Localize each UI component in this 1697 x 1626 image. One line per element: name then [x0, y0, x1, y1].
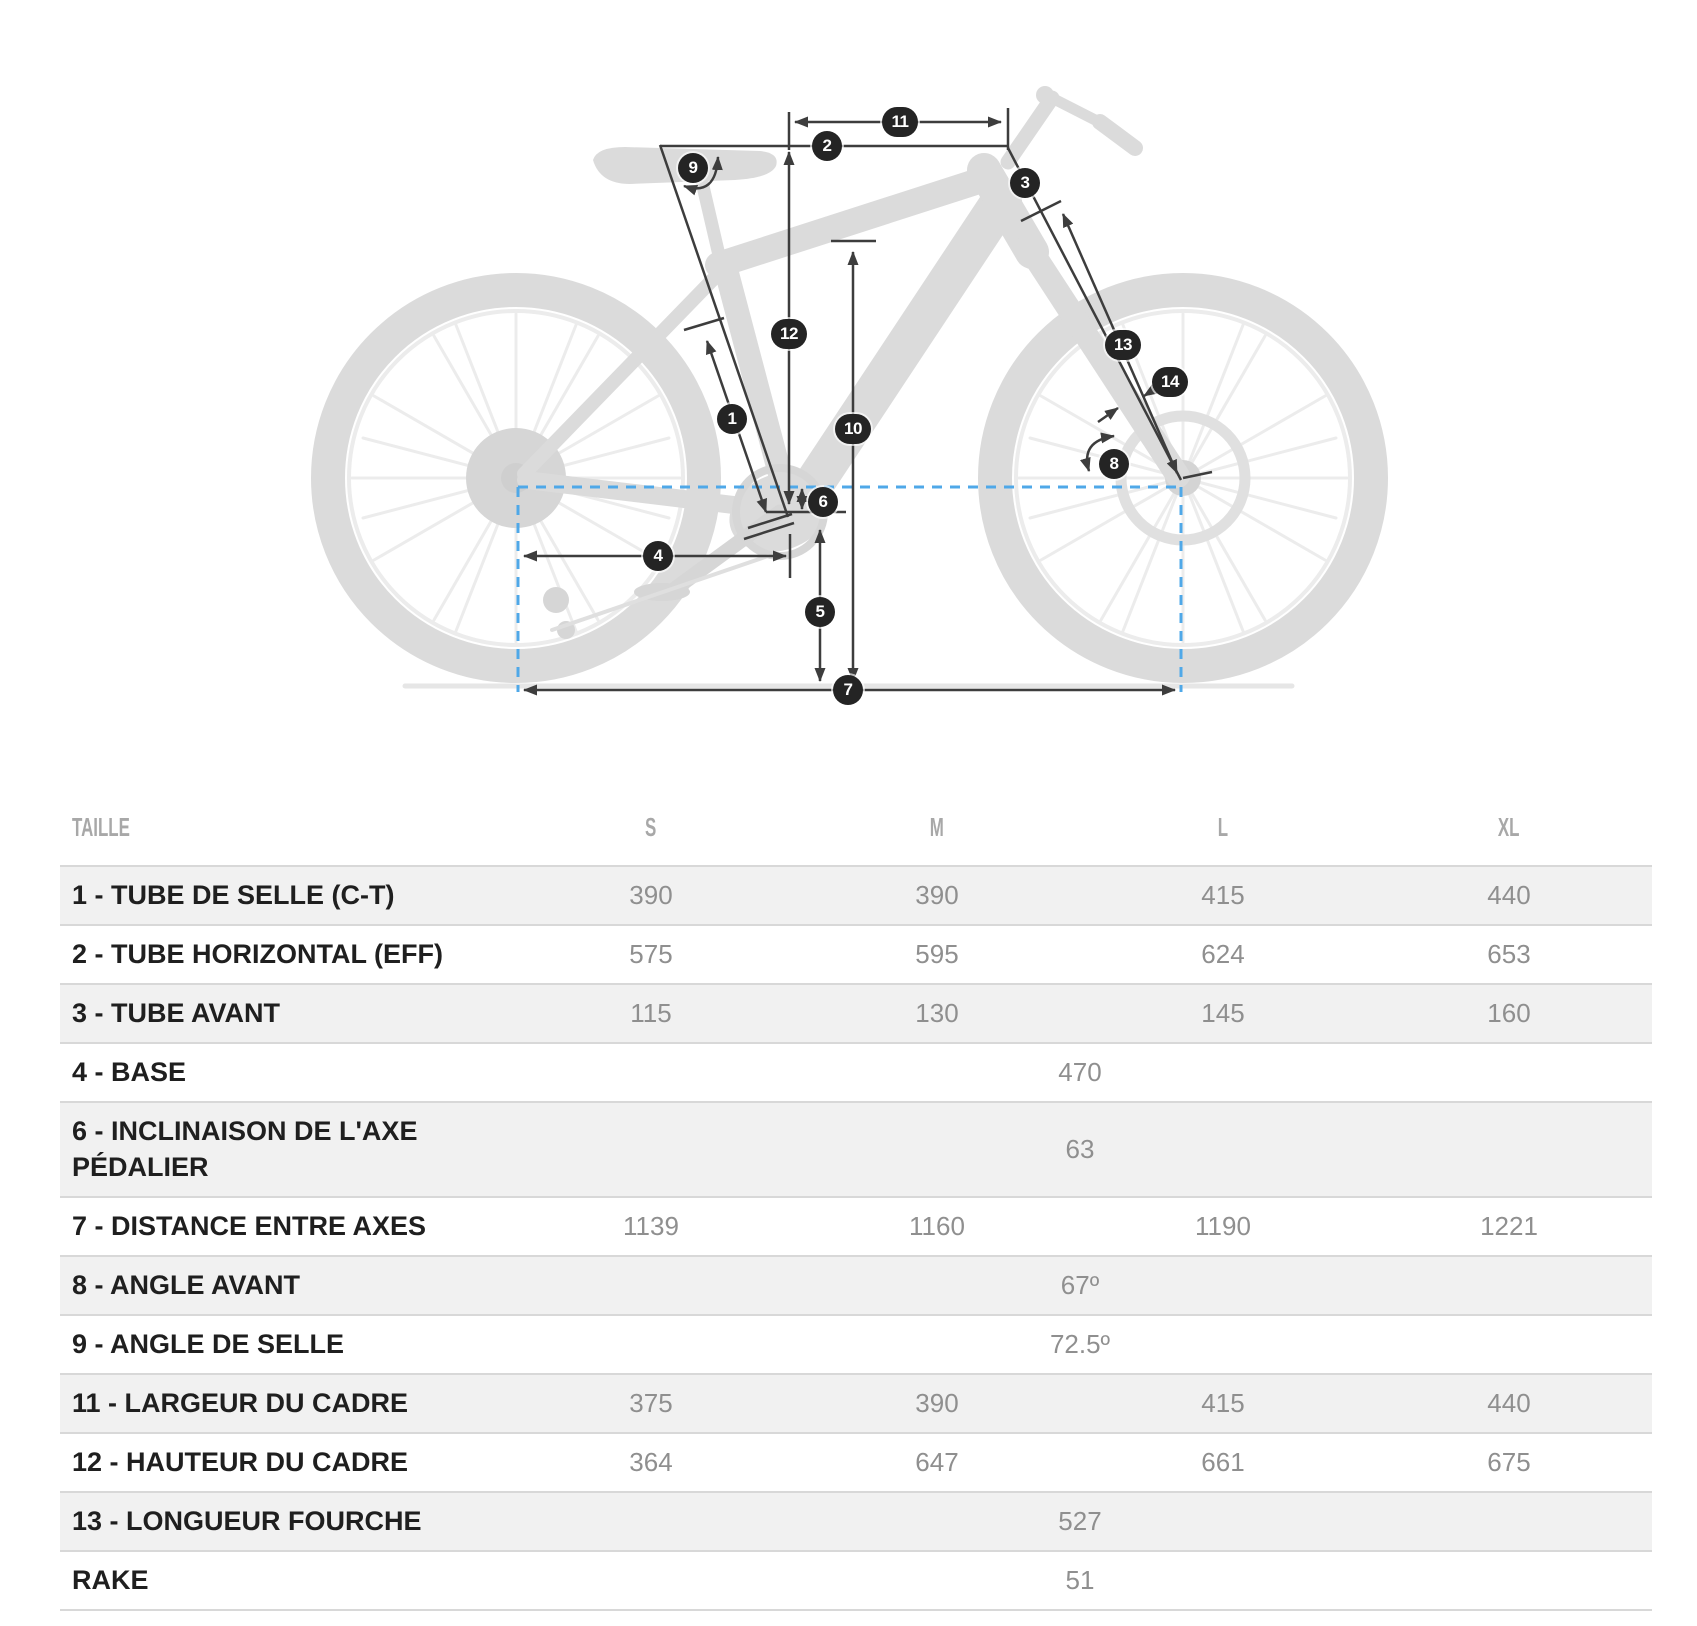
table-row: [60, 1101, 1652, 1196]
row-value: 115: [630, 998, 672, 1028]
measure-badge-8: 8: [1099, 449, 1129, 479]
row-label: 9 - ANGLE DE SELLE: [72, 1328, 345, 1359]
measure-badge-13: 13: [1105, 330, 1141, 360]
down-tube: [798, 200, 1002, 508]
row-label: 6 - INCLINAISON DE L'AXE PÉDALIER: [72, 1116, 418, 1182]
row-value: 440: [1487, 880, 1531, 910]
row-value-span: 470: [1058, 1057, 1102, 1087]
row-label: 13 - LONGUEUR FOURCHE: [72, 1505, 422, 1536]
axle-reference-dashes: [518, 487, 1181, 692]
row-value: 1139: [623, 1211, 679, 1241]
row-value: 595: [915, 939, 959, 969]
row-label: 11 - LARGEUR DU CADRE: [72, 1387, 409, 1418]
geometry-diagram: [0, 0, 1697, 745]
row-label: 2 - TUBE HORIZONTAL (EFF): [72, 938, 443, 969]
table-row: [60, 1314, 1652, 1373]
table-header: [60, 790, 1652, 865]
row-label: 8 - ANGLE AVANT: [72, 1269, 300, 1300]
measure-badge-4: 4: [643, 541, 673, 571]
row-value: 390: [915, 880, 959, 910]
table-row: [60, 1196, 1652, 1255]
row-value: 624: [1201, 939, 1245, 969]
row-label: 7 - DISTANCE ENTRE AXES: [72, 1210, 427, 1241]
measure-badge-1: 1: [717, 404, 747, 434]
rake-arrow: [1098, 408, 1118, 422]
row-label: RAKE: [72, 1564, 149, 1595]
header-size-l: L: [1217, 812, 1229, 842]
measure-badge-7: 7: [833, 675, 863, 705]
row-value: 145: [1201, 998, 1245, 1028]
header-taille: TAILLE: [72, 812, 130, 842]
grip: [1100, 122, 1135, 148]
row-value: 1190: [1195, 1211, 1251, 1241]
header-size-s: S: [645, 812, 657, 842]
row-value: 1160: [909, 1211, 965, 1241]
measure-badge-6: 6: [808, 487, 838, 517]
measure-badge-11: 11: [882, 107, 918, 137]
table-row: [60, 1550, 1652, 1609]
geometry-table: [60, 790, 1652, 1611]
bike-silhouette: [328, 86, 1371, 686]
table-row: [60, 983, 1652, 1042]
table-row: [60, 1042, 1652, 1101]
row-value: 675: [1487, 1447, 1531, 1477]
row-value-span: 51: [1065, 1565, 1095, 1595]
measure-badge-10: 10: [835, 414, 871, 444]
row-value-span: 527: [1058, 1506, 1102, 1536]
line-seat-axis: [660, 145, 788, 517]
header-size-m: M: [929, 812, 945, 842]
row-label: 1 - TUBE DE SELLE (C-T): [72, 879, 395, 910]
table-row: [60, 865, 1652, 924]
measure-badge-3: 3: [1010, 168, 1040, 198]
measure-badge-9: 9: [678, 153, 708, 183]
header-size-xl: XL: [1498, 812, 1520, 842]
row-value: 130: [915, 998, 959, 1028]
measure-badge-12: 12: [771, 319, 807, 349]
table-row: [60, 1255, 1652, 1314]
row-value: 160: [1487, 998, 1531, 1028]
measure-badge-5: 5: [805, 597, 835, 627]
row-value: 364: [629, 1447, 673, 1477]
row-value: 415: [1201, 1388, 1245, 1418]
row-value-span: 72.5º: [1049, 1329, 1111, 1359]
table-row: [60, 924, 1652, 983]
row-value: 1221: [1480, 1211, 1538, 1241]
stem: [1008, 98, 1052, 162]
row-value-span: 63: [1065, 1134, 1095, 1164]
row-value: 390: [915, 1388, 959, 1418]
row-value: 653: [1487, 939, 1531, 969]
row-value: 415: [1201, 880, 1245, 910]
table-row: [60, 1432, 1652, 1491]
table-row: [60, 1491, 1652, 1550]
tick: [684, 318, 724, 330]
geometry-diagram-svg: [0, 0, 1697, 745]
table-row: [60, 1373, 1652, 1432]
row-value: 440: [1487, 1388, 1531, 1418]
row-label: 12 - HAUTEUR DU CADRE: [72, 1446, 409, 1477]
row-value-span: 67º: [1060, 1270, 1100, 1300]
row-label: 4 - BASE: [72, 1056, 187, 1087]
measure-badge-14: 14: [1152, 367, 1188, 397]
derailleur: [543, 587, 569, 613]
row-label: 3 - TUBE AVANT: [72, 997, 280, 1028]
row-value: 647: [915, 1447, 959, 1477]
measure-badge-2: 2: [812, 131, 842, 161]
row-value: 661: [1201, 1447, 1245, 1477]
row-value: 390: [629, 880, 673, 910]
row-value: 575: [629, 939, 673, 969]
row-value: 375: [629, 1388, 673, 1418]
